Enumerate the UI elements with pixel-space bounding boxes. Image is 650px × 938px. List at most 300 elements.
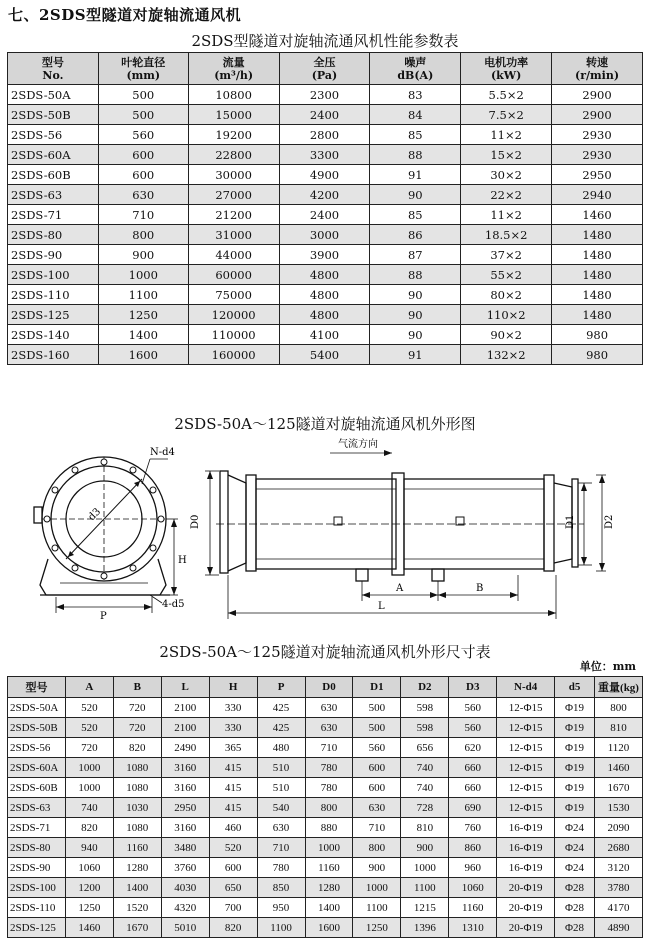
dimension-table-cell: 12-Φ15 (497, 778, 555, 798)
fan-outline-drawing (0, 435, 650, 635)
dimension-table-header-cell: D0 (305, 677, 353, 698)
dimension-table-cell: 415 (209, 798, 257, 818)
dimension-table-row (8, 798, 643, 818)
dimension-table-header-cell: A (65, 677, 113, 698)
dimension-table-cell: 2SDS-60B (8, 778, 66, 798)
l-label: L (378, 601, 385, 612)
dimension-table-cell: 656 (401, 738, 449, 758)
dimension-table-cell: 460 (209, 818, 257, 838)
dimension-table-cell: Φ24 (555, 858, 595, 878)
dimension-table-cell: 1000 (65, 778, 113, 798)
dimension-table-cell: 12-Φ15 (497, 718, 555, 738)
dimension-table-cell: 2950 (161, 798, 209, 818)
performance-table-cell: 120000 (188, 305, 279, 325)
dimension-table-cell: 415 (209, 758, 257, 778)
dimension-table-cell: 3120 (595, 858, 643, 878)
perf-header-pressure: 全压 (Pa) (279, 53, 370, 85)
dimension-table-cell: 650 (209, 878, 257, 898)
dimension-table-cell: 1670 (113, 918, 161, 938)
dimension-table-cell: 12-Φ15 (497, 738, 555, 758)
dimension-table-cell: 728 (401, 798, 449, 818)
performance-table-cell: 1480 (552, 265, 643, 285)
performance-table-cell: 30000 (188, 165, 279, 185)
perf-header-motor-power: 电机功率 (kW) (461, 53, 552, 85)
dimension-table-cell: 1000 (65, 758, 113, 778)
performance-table-cell: 4100 (279, 325, 370, 345)
dimension-table-cell: 16-Φ19 (497, 838, 555, 858)
dimension-table-cell: 710 (305, 738, 353, 758)
dimension-table-cell: 3160 (161, 758, 209, 778)
dimension-table-cell: 1100 (257, 918, 305, 938)
dimension-table-header-cell: H (209, 677, 257, 698)
dimension-table-cell: 560 (449, 718, 497, 738)
performance-table-cell: 90×2 (461, 325, 552, 345)
performance-table-cell: 1480 (552, 245, 643, 265)
dimension-table-header-cell: P (257, 677, 305, 698)
performance-table-cell: 600 (98, 145, 188, 165)
dimension-table-cell: 415 (209, 778, 257, 798)
performance-table-cell: 710 (98, 205, 188, 225)
performance-table-cell: 2400 (279, 205, 370, 225)
performance-table-cell: 2940 (552, 185, 643, 205)
dimension-table-cell: 630 (353, 798, 401, 818)
performance-table-cell: 900 (98, 245, 188, 265)
dimension-table-cell: Φ19 (555, 778, 595, 798)
performance-table-cell: 2930 (552, 125, 643, 145)
dimension-table-cell: 1160 (305, 858, 353, 878)
performance-table-cell: 980 (552, 325, 643, 345)
performance-table-row (8, 305, 643, 325)
dimension-table-header-cell: D1 (353, 677, 401, 698)
dimension-table-cell: 2SDS-100 (8, 878, 66, 898)
dimension-table-row (8, 838, 643, 858)
dimension-table-row (8, 738, 643, 758)
dimension-table-cell: 1100 (353, 898, 401, 918)
dimension-table-row (8, 698, 643, 718)
dimension-table-cell: 880 (305, 818, 353, 838)
dimension-table-cell: 510 (257, 778, 305, 798)
dimension-table-cell: 740 (401, 778, 449, 798)
performance-table-cell: 1600 (98, 345, 188, 365)
dimension-table-cell: 740 (401, 758, 449, 778)
performance-table-row (8, 285, 643, 305)
dimension-table-cell: 800 (353, 838, 401, 858)
performance-table-cell: 88 (370, 265, 461, 285)
performance-table-cell: 86 (370, 225, 461, 245)
dimension-table-cell: 800 (595, 698, 643, 718)
dimension-table-cell: Φ19 (555, 698, 595, 718)
performance-table-cell: 3300 (279, 145, 370, 165)
dimension-table-cell: 1160 (449, 898, 497, 918)
performance-table-cell: 1480 (552, 305, 643, 325)
performance-table-cell: 2930 (552, 145, 643, 165)
d2-label: D2 (604, 514, 615, 529)
performance-table-cell: 3900 (279, 245, 370, 265)
dimension-table-cell: 1000 (353, 878, 401, 898)
performance-table-cell: 600 (98, 165, 188, 185)
dimension-table-cell: 1030 (113, 798, 161, 818)
dimension-table-cell: 1520 (113, 898, 161, 918)
performance-table-cell: 15×2 (461, 145, 552, 165)
performance-table-cell: 84 (370, 105, 461, 125)
dimension-table-cell: 690 (449, 798, 497, 818)
performance-table-cell: 2SDS-56 (8, 125, 99, 145)
dimension-table-cell: Φ24 (555, 838, 595, 858)
dimension-table-cell: 1250 (353, 918, 401, 938)
performance-table-cell: 2300 (279, 85, 370, 105)
dimension-table-cell: Φ19 (555, 798, 595, 818)
dimension-table-cell: 1080 (113, 818, 161, 838)
perf-header-impeller-diameter: 叶轮直径 (mm) (98, 53, 188, 85)
performance-table-cell: 4800 (279, 285, 370, 305)
dimension-table-cell: 12-Φ15 (497, 698, 555, 718)
d0-label: D0 (190, 514, 201, 529)
dimension-table-cell: 5010 (161, 918, 209, 938)
performance-table-cell: 80×2 (461, 285, 552, 305)
dimension-table-header-cell: 重量(kg) (595, 677, 643, 698)
dimension-table-cell: 1200 (65, 878, 113, 898)
performance-table-cell: 110000 (188, 325, 279, 345)
performance-table-cell: 37×2 (461, 245, 552, 265)
dimension-table-cell: 710 (257, 838, 305, 858)
dimension-table-cell: 660 (449, 758, 497, 778)
dimension-table-cell: 598 (401, 698, 449, 718)
performance-table-cell: 11×2 (461, 125, 552, 145)
dimension-table-cell: 940 (65, 838, 113, 858)
performance-table-cell: 90 (370, 285, 461, 305)
performance-table-cell: 22×2 (461, 185, 552, 205)
dimension-table-cell: 1080 (113, 758, 161, 778)
dimension-table-cell: 600 (353, 778, 401, 798)
performance-table-cell: 2800 (279, 125, 370, 145)
dimension-table-cell: 2SDS-110 (8, 898, 66, 918)
dimension-table-cell: 3160 (161, 778, 209, 798)
d3-label: d3 (86, 506, 104, 524)
dimension-table-cell: 1060 (65, 858, 113, 878)
performance-table-cell: 15000 (188, 105, 279, 125)
dimension-table-cell: 2680 (595, 838, 643, 858)
performance-table-cell: 60000 (188, 265, 279, 285)
performance-table-cell: 4800 (279, 265, 370, 285)
dimension-table-header-cell: D2 (401, 677, 449, 698)
performance-table-cell: 3000 (279, 225, 370, 245)
performance-table-cell: 1400 (98, 325, 188, 345)
dimension-table-cell: 950 (257, 898, 305, 918)
dimension-table-cell: 520 (209, 838, 257, 858)
dimension-table-cell: 1310 (449, 918, 497, 938)
performance-table-cell: 1480 (552, 285, 643, 305)
performance-table-cell: 2SDS-50B (8, 105, 99, 125)
dimension-table-cell: 540 (257, 798, 305, 818)
performance-table-cell: 500 (98, 85, 188, 105)
performance-table-row (8, 165, 643, 185)
performance-table-cell: 1250 (98, 305, 188, 325)
dimension-table-cell: 2SDS-56 (8, 738, 66, 758)
dimension-table-cell: 2SDS-50B (8, 718, 66, 738)
dimension-table-cell: Φ19 (555, 758, 595, 778)
section-title: 七、2SDS型隧道对旋轴流通风机 (8, 6, 242, 24)
performance-table-cell: 44000 (188, 245, 279, 265)
performance-table-cell: 10800 (188, 85, 279, 105)
dimension-table-cell: 2SDS-125 (8, 918, 66, 938)
dimension-table-header-cell: L (161, 677, 209, 698)
dimension-table-cell: 2100 (161, 698, 209, 718)
side-view (216, 471, 584, 581)
dimension-table-cell: 1460 (595, 758, 643, 778)
dimension-table-cell: 660 (449, 778, 497, 798)
figure-title: 2SDS-50A～125隧道对旋轴流通风机外形图 (174, 415, 476, 433)
dimension-table-cell: 500 (353, 718, 401, 738)
perf-header-flow: 流量 (m³/h) (188, 53, 279, 85)
performance-table-cell: 2SDS-50A (8, 85, 99, 105)
performance-table-cell: 2SDS-60B (8, 165, 99, 185)
dimension-table-row (8, 918, 643, 938)
performance-table-cell: 75000 (188, 285, 279, 305)
performance-table-cell: 980 (552, 345, 643, 365)
performance-table-cell: 55×2 (461, 265, 552, 285)
a-label: A (396, 583, 404, 594)
dimension-table-cell: 1400 (113, 878, 161, 898)
performance-table-row (8, 265, 643, 285)
performance-table-cell: 800 (98, 225, 188, 245)
performance-table-cell: 5400 (279, 345, 370, 365)
performance-table-row (8, 345, 643, 365)
dimension-table-header-cell: d5 (555, 677, 595, 698)
dimension-table-row (8, 878, 643, 898)
dimension-table-cell: 20-Φ19 (497, 898, 555, 918)
performance-table-cell: 5.5×2 (461, 85, 552, 105)
dimension-table-cell: 1250 (65, 898, 113, 918)
perf-header-model: 型号 No. (8, 53, 99, 85)
dimension-table-cell: 630 (257, 818, 305, 838)
dimension-table-cell: 1670 (595, 778, 643, 798)
performance-table-cell: 90 (370, 185, 461, 205)
performance-table-cell: 2SDS-110 (8, 285, 99, 305)
performance-table-cell: 7.5×2 (461, 105, 552, 125)
dimension-table-cell: 630 (305, 698, 353, 718)
performance-table-cell: 21200 (188, 205, 279, 225)
performance-table-cell: 500 (98, 105, 188, 125)
n-d4-label: N-d4 (150, 447, 175, 458)
dimension-table-cell: 720 (113, 698, 161, 718)
performance-table-cell: 2SDS-90 (8, 245, 99, 265)
dimension-table-cell: 820 (209, 918, 257, 938)
airflow-label: 气流方向 (338, 439, 378, 450)
dimension-table-cell: 710 (353, 818, 401, 838)
dimension-table-title: 2SDS-50A～125隧道对旋轴流通风机外形尺寸表 (159, 643, 491, 661)
performance-table-cell: 11×2 (461, 205, 552, 225)
performance-table-cell: 2SDS-160 (8, 345, 99, 365)
performance-table-cell: 2SDS-100 (8, 265, 99, 285)
performance-table-cell: 88 (370, 145, 461, 165)
performance-table-cell: 4900 (279, 165, 370, 185)
dimension-table-cell: 3760 (161, 858, 209, 878)
performance-table-cell: 85 (370, 125, 461, 145)
dimension-table-cell: 4030 (161, 878, 209, 898)
dimension-table-cell: 1100 (401, 878, 449, 898)
dimension-table-cell: 1600 (305, 918, 353, 938)
dimension-table-cell: 3480 (161, 838, 209, 858)
performance-table-cell: 1000 (98, 265, 188, 285)
dimension-table-cell: 2090 (595, 818, 643, 838)
dimension-table-cell: 425 (257, 718, 305, 738)
dimension-table-cell: 20-Φ19 (497, 918, 555, 938)
performance-table-cell: 22800 (188, 145, 279, 165)
dimension-table-cell: 2490 (161, 738, 209, 758)
performance-table-cell: 18.5×2 (461, 225, 552, 245)
dimension-table (7, 676, 643, 938)
performance-table-cell: 110×2 (461, 305, 552, 325)
dimension-table-cell: 720 (113, 718, 161, 738)
dimension-table-cell: 510 (257, 758, 305, 778)
performance-table-row (8, 205, 643, 225)
performance-table-cell: 91 (370, 345, 461, 365)
performance-table-row (8, 185, 643, 205)
dimension-table-cell: 365 (209, 738, 257, 758)
perf-header-speed: 转速 (r/min) (552, 53, 643, 85)
dimension-table-cell: 810 (401, 818, 449, 838)
dimension-table-cell: 598 (401, 718, 449, 738)
dimension-table-cell: 1530 (595, 798, 643, 818)
performance-table-cell: 630 (98, 185, 188, 205)
performance-table-cell: 4200 (279, 185, 370, 205)
dimension-table-cell: 3780 (595, 878, 643, 898)
dimension-table-row (8, 778, 643, 798)
dimension-table-cell: 1396 (401, 918, 449, 938)
dimension-table-cell: 560 (353, 738, 401, 758)
dimension-table-cell: 1280 (305, 878, 353, 898)
performance-table-cell: 2SDS-125 (8, 305, 99, 325)
dimension-table-cell: Φ28 (555, 918, 595, 938)
performance-table-cell: 31000 (188, 225, 279, 245)
dimension-table-cell: 480 (257, 738, 305, 758)
performance-table-cell: 1100 (98, 285, 188, 305)
dimension-table-cell: 1160 (113, 838, 161, 858)
dimension-table-row (8, 858, 643, 878)
dimension-table-row (8, 898, 643, 918)
performance-table-header-row (8, 53, 643, 85)
dimension-table-cell: 12-Φ15 (497, 758, 555, 778)
dimension-table-cell: 2SDS-60A (8, 758, 66, 778)
performance-table-cell: 90 (370, 305, 461, 325)
performance-table-cell: 2SDS-60A (8, 145, 99, 165)
dimension-table-cell: 700 (209, 898, 257, 918)
performance-table-cell: 132×2 (461, 345, 552, 365)
dimension-table-cell: 4320 (161, 898, 209, 918)
dimension-table-cell: 1060 (449, 878, 497, 898)
dimension-table-cell: 820 (113, 738, 161, 758)
performance-table-cell: 2SDS-71 (8, 205, 99, 225)
performance-table-cell: 2SDS-140 (8, 325, 99, 345)
dimension-table-cell: Φ28 (555, 898, 595, 918)
h-label: H (178, 555, 187, 566)
dimension-table-cell: 520 (65, 718, 113, 738)
dimension-table-header-cell: D3 (449, 677, 497, 698)
dimension-table-cell: 12-Φ15 (497, 798, 555, 818)
dimension-table-cell: 1000 (401, 858, 449, 878)
dimension-table-cell: 800 (305, 798, 353, 818)
dimension-table-cell: 330 (209, 718, 257, 738)
dimension-table-cell: 425 (257, 698, 305, 718)
dimension-table-row (8, 718, 643, 738)
dimension-table-cell: 860 (449, 838, 497, 858)
dimension-table-cell: 810 (595, 718, 643, 738)
dimension-table-cell: 3160 (161, 818, 209, 838)
performance-table-title: 2SDS型隧道对旋轴流通风机性能参数表 (191, 32, 459, 50)
dimension-table-cell: 900 (353, 858, 401, 878)
performance-table-row (8, 145, 643, 165)
performance-table-row (8, 105, 643, 125)
performance-table-cell: 27000 (188, 185, 279, 205)
performance-table (7, 52, 643, 365)
dimension-table-cell: Φ19 (555, 718, 595, 738)
dimension-table-cell: 600 (209, 858, 257, 878)
dimension-table-cell: 960 (449, 858, 497, 878)
dimension-table-cell: 780 (257, 858, 305, 878)
dimension-table-cell: 330 (209, 698, 257, 718)
dimension-table-header-cell: 型号 (8, 677, 66, 698)
performance-table-cell: 85 (370, 205, 461, 225)
front-view (34, 457, 170, 595)
perf-header-noise: 噪声 dB(A) (370, 53, 461, 85)
dimension-table-cell: Φ24 (555, 818, 595, 838)
dimension-table-row (8, 818, 643, 838)
performance-table-cell: 83 (370, 85, 461, 105)
performance-table-cell: 19200 (188, 125, 279, 145)
dimension-table-cell: 520 (65, 698, 113, 718)
dimension-table-cell: 820 (65, 818, 113, 838)
dimension-table-cell: 500 (353, 698, 401, 718)
dimension-table-cell: 1120 (595, 738, 643, 758)
performance-table-cell: 90 (370, 325, 461, 345)
dimension-table-cell: 780 (305, 778, 353, 798)
dimension-table-cell: Φ19 (555, 738, 595, 758)
performance-table-cell: 4800 (279, 305, 370, 325)
performance-table-row (8, 85, 643, 105)
performance-table-cell: 560 (98, 125, 188, 145)
dimension-table-cell: 20-Φ19 (497, 878, 555, 898)
dimension-table-cell: 620 (449, 738, 497, 758)
performance-table-cell: 91 (370, 165, 461, 185)
dimension-table-header-cell: B (113, 677, 161, 698)
dimension-table-cell: 16-Φ19 (497, 818, 555, 838)
performance-table-cell: 2400 (279, 105, 370, 125)
dimension-table-cell: 1460 (65, 918, 113, 938)
performance-table-cell: 2SDS-80 (8, 225, 99, 245)
performance-table-cell: 1460 (552, 205, 643, 225)
dimension-table-cell: 780 (305, 758, 353, 778)
performance-table-cell: 87 (370, 245, 461, 265)
performance-table-row (8, 325, 643, 345)
dimension-table-cell: Φ28 (555, 878, 595, 898)
d1-label: D1 (565, 514, 576, 529)
dimension-table-row (8, 758, 643, 778)
dimension-table-cell: 760 (449, 818, 497, 838)
four-d5-label: 4-d5 (162, 599, 185, 610)
dimension-table-header-cell: N-d4 (497, 677, 555, 698)
p-label: P (100, 611, 107, 622)
dimension-table-cell: 630 (305, 718, 353, 738)
dimension-table-cell: 16-Φ19 (497, 858, 555, 878)
b-label: B (476, 583, 484, 594)
dimension-table-cell: 720 (65, 738, 113, 758)
performance-table-cell: 1480 (552, 225, 643, 245)
dimension-table-cell: 560 (449, 698, 497, 718)
dimension-table-cell: 1000 (305, 838, 353, 858)
performance-table-cell: 2950 (552, 165, 643, 185)
dimension-table-cell: 900 (401, 838, 449, 858)
dimension-table-cell: 2SDS-90 (8, 858, 66, 878)
